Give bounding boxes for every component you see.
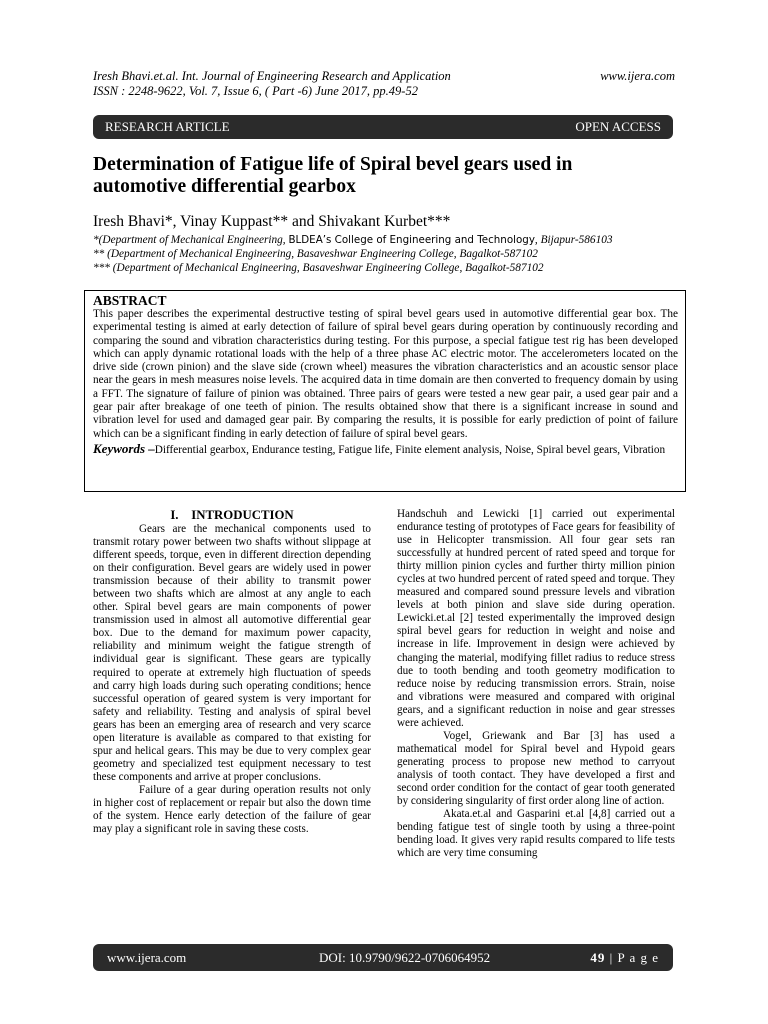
left-column (93, 508, 371, 836)
journal-website[interactable]: www.ijera.com (600, 69, 675, 83)
issn-line: ISSN : 2248-9622, Vol. 7, Issue 6, ( Part -6) June 2017, pp.49-52 (93, 84, 418, 98)
affiliation-1-city: , Bijapur-586103 (534, 234, 613, 246)
affiliation-1-college: BLDEA’s College of Engineering and Technology (288, 234, 535, 246)
article-type-banner (93, 115, 673, 139)
paragraph: Handschuh and Lewicki [1] carried out experimental endurance testing of prototypes of Face gears for feasibility of use in Helicopter transmission. All four gear sets ran successfully at hundred percent of rated speed and torque for thirty million pinion cycles and further thirty million pinion cycles at two hundred percent of rated speed and torque. They measured and compared sound pressure levels and vibration levels at both pinion and slave side during operation. Lewicki.et.al [2] tested experimentally the improved design spiral bevel gears for reduction in weight and noise and increase in life. Improvement in design were achieved by changing the material, modifying fillet radius to reduce stress due to tooth bending and tooth geometry modification to reduce noise by reducing transmission errors. Strain, noise and vibrations were measured and compared with original gears, and a significant reduction in noise and gear stresses were achieved. (397, 508, 675, 729)
footer-doi[interactable]: DOI: 10.9790/9622-0706064952 (319, 950, 491, 965)
page-label: | P a g e (605, 950, 659, 965)
paragraph: Akata.et.al and Gasparini et.al [4,8] carried out a bending fatigue test of single tooth by using a three-point bending load. It gives very rapid results compared to life tests which are very time consuming (397, 808, 675, 860)
right-column (397, 508, 675, 860)
keywords-label: Keywords – (93, 440, 155, 456)
abstract-box (84, 290, 686, 492)
affiliation-1 (93, 234, 613, 247)
paper-title-line-1: Determination of Fatigue life of Spiral bevel gears used in (93, 154, 573, 175)
abstract-heading: ABSTRACT (93, 293, 167, 308)
keywords (93, 442, 678, 457)
section-heading-introduction: I. INTRODUCTION (170, 508, 294, 522)
authors: Iresh Bhavi*, Vinay Kuppast** and Shivakant Kurbet*** (93, 213, 451, 230)
paragraph: Gears are the mechanical components used to transmit rotary power between two shafts without slippage at different speeds, torque, even in different direction depending on their configuration. Bevel gears are widely used in power transmission because of their ability to transmit power between two shafts which are almost at any angle to each other. Spiral bevel gears are main components of power transmission used in almost all automotive differential gear box. Due to the demand for maximum power capacity, reliability and minimum weight the fatigue strength of individual gear is significant. These gears are typically required to operate at extremely high fluctuation of speeds and carry high loads during such operating conditions; hence successful operation of geared system is very important for safety and reliability. Testing and analysis of spiral bevel gears has been an emerging area of research and very scarce open literature is available as compared to that existing for spur and helical gears. This may be due to very complex gear geometry and specialized test equipment necessary to test these components and arrive at proper conclusions. (93, 523, 371, 783)
page-number-value: 49 (590, 950, 606, 965)
affiliation-1-dept: *(Department of Mechanical Engineering, (93, 234, 289, 246)
footer-website[interactable]: www.ijera.com (107, 950, 187, 965)
research-article-label: RESEARCH ARTICLE (105, 119, 230, 134)
open-access-label: OPEN ACCESS (575, 119, 661, 134)
journal-citation: Iresh Bhavi.et.al. Int. Journal of Engineering Research and Application (93, 69, 451, 83)
abstract-text: This paper describes the experimental destructive testing of spiral bevel gears used in automotive differential gear box. The experimental testing is aimed at early detection of failure of spiral bevel gears during operation by continuously recording and comparing the sound and vibration characteristics during testing. For this purpose, a special fatigue test rig has been developed which can apply dynamic rotational loads with the help of a three phase AC electric motor. The accelerometers located on the drive side (crown pinion) and the slave side (crown wheel) measures the vibration characteristics and an acoustic sensor place near the gears in mesh measures noise levels. The acquired data in time domain are then converted to frequency domain by using a FFT. The signature of failure of pinion was obtained. Three pairs of gears were tested a new gear pair, a used gear pair and a gear pair after breakage of one teeth of pinion. The results obtained show that there is a significant increase in sound and vibration level for used and damaged gear pair. By comparing the results, it is possible for early prediction of point of failure which can be a significant finding in early detection of failure of spiral bevel gears. (93, 308, 678, 440)
affiliation-2: ** (Department of Mechanical Engineering, Basaveshwar Engineering College, Bagalkot-587102 (93, 248, 538, 260)
paragraph: Vogel, Griewank and Bar [3] has used a mathematical model for Spiral bevel and Hypoid gears generating process to propose new method to carryout analysis of tooth contact. They have developed a first and second order condition for the contact of gear tooth generated by considering singularity of first order along line of action. (397, 729, 675, 808)
page-footer (93, 944, 673, 971)
affiliation-3: *** (Department of Mechanical Engineering, Basaveshwar Engineering College, Bagalkot-587102 (93, 262, 544, 274)
paragraph: Failure of a gear during operation results not only in higher cost of replacement or repair but also the down time of the system. Hence early detection of the failure of gear may play a significant role in saving these costs. (93, 783, 371, 836)
paper-title (93, 154, 673, 198)
paper-title-line-2: automotive differential gearbox (93, 176, 356, 197)
page-number (590, 944, 659, 971)
keywords-list: Differential gearbox, Endurance testing, Fatigue life, Finite element analysis, Noise, Spiral bevel gears, Vibration (154, 443, 666, 456)
